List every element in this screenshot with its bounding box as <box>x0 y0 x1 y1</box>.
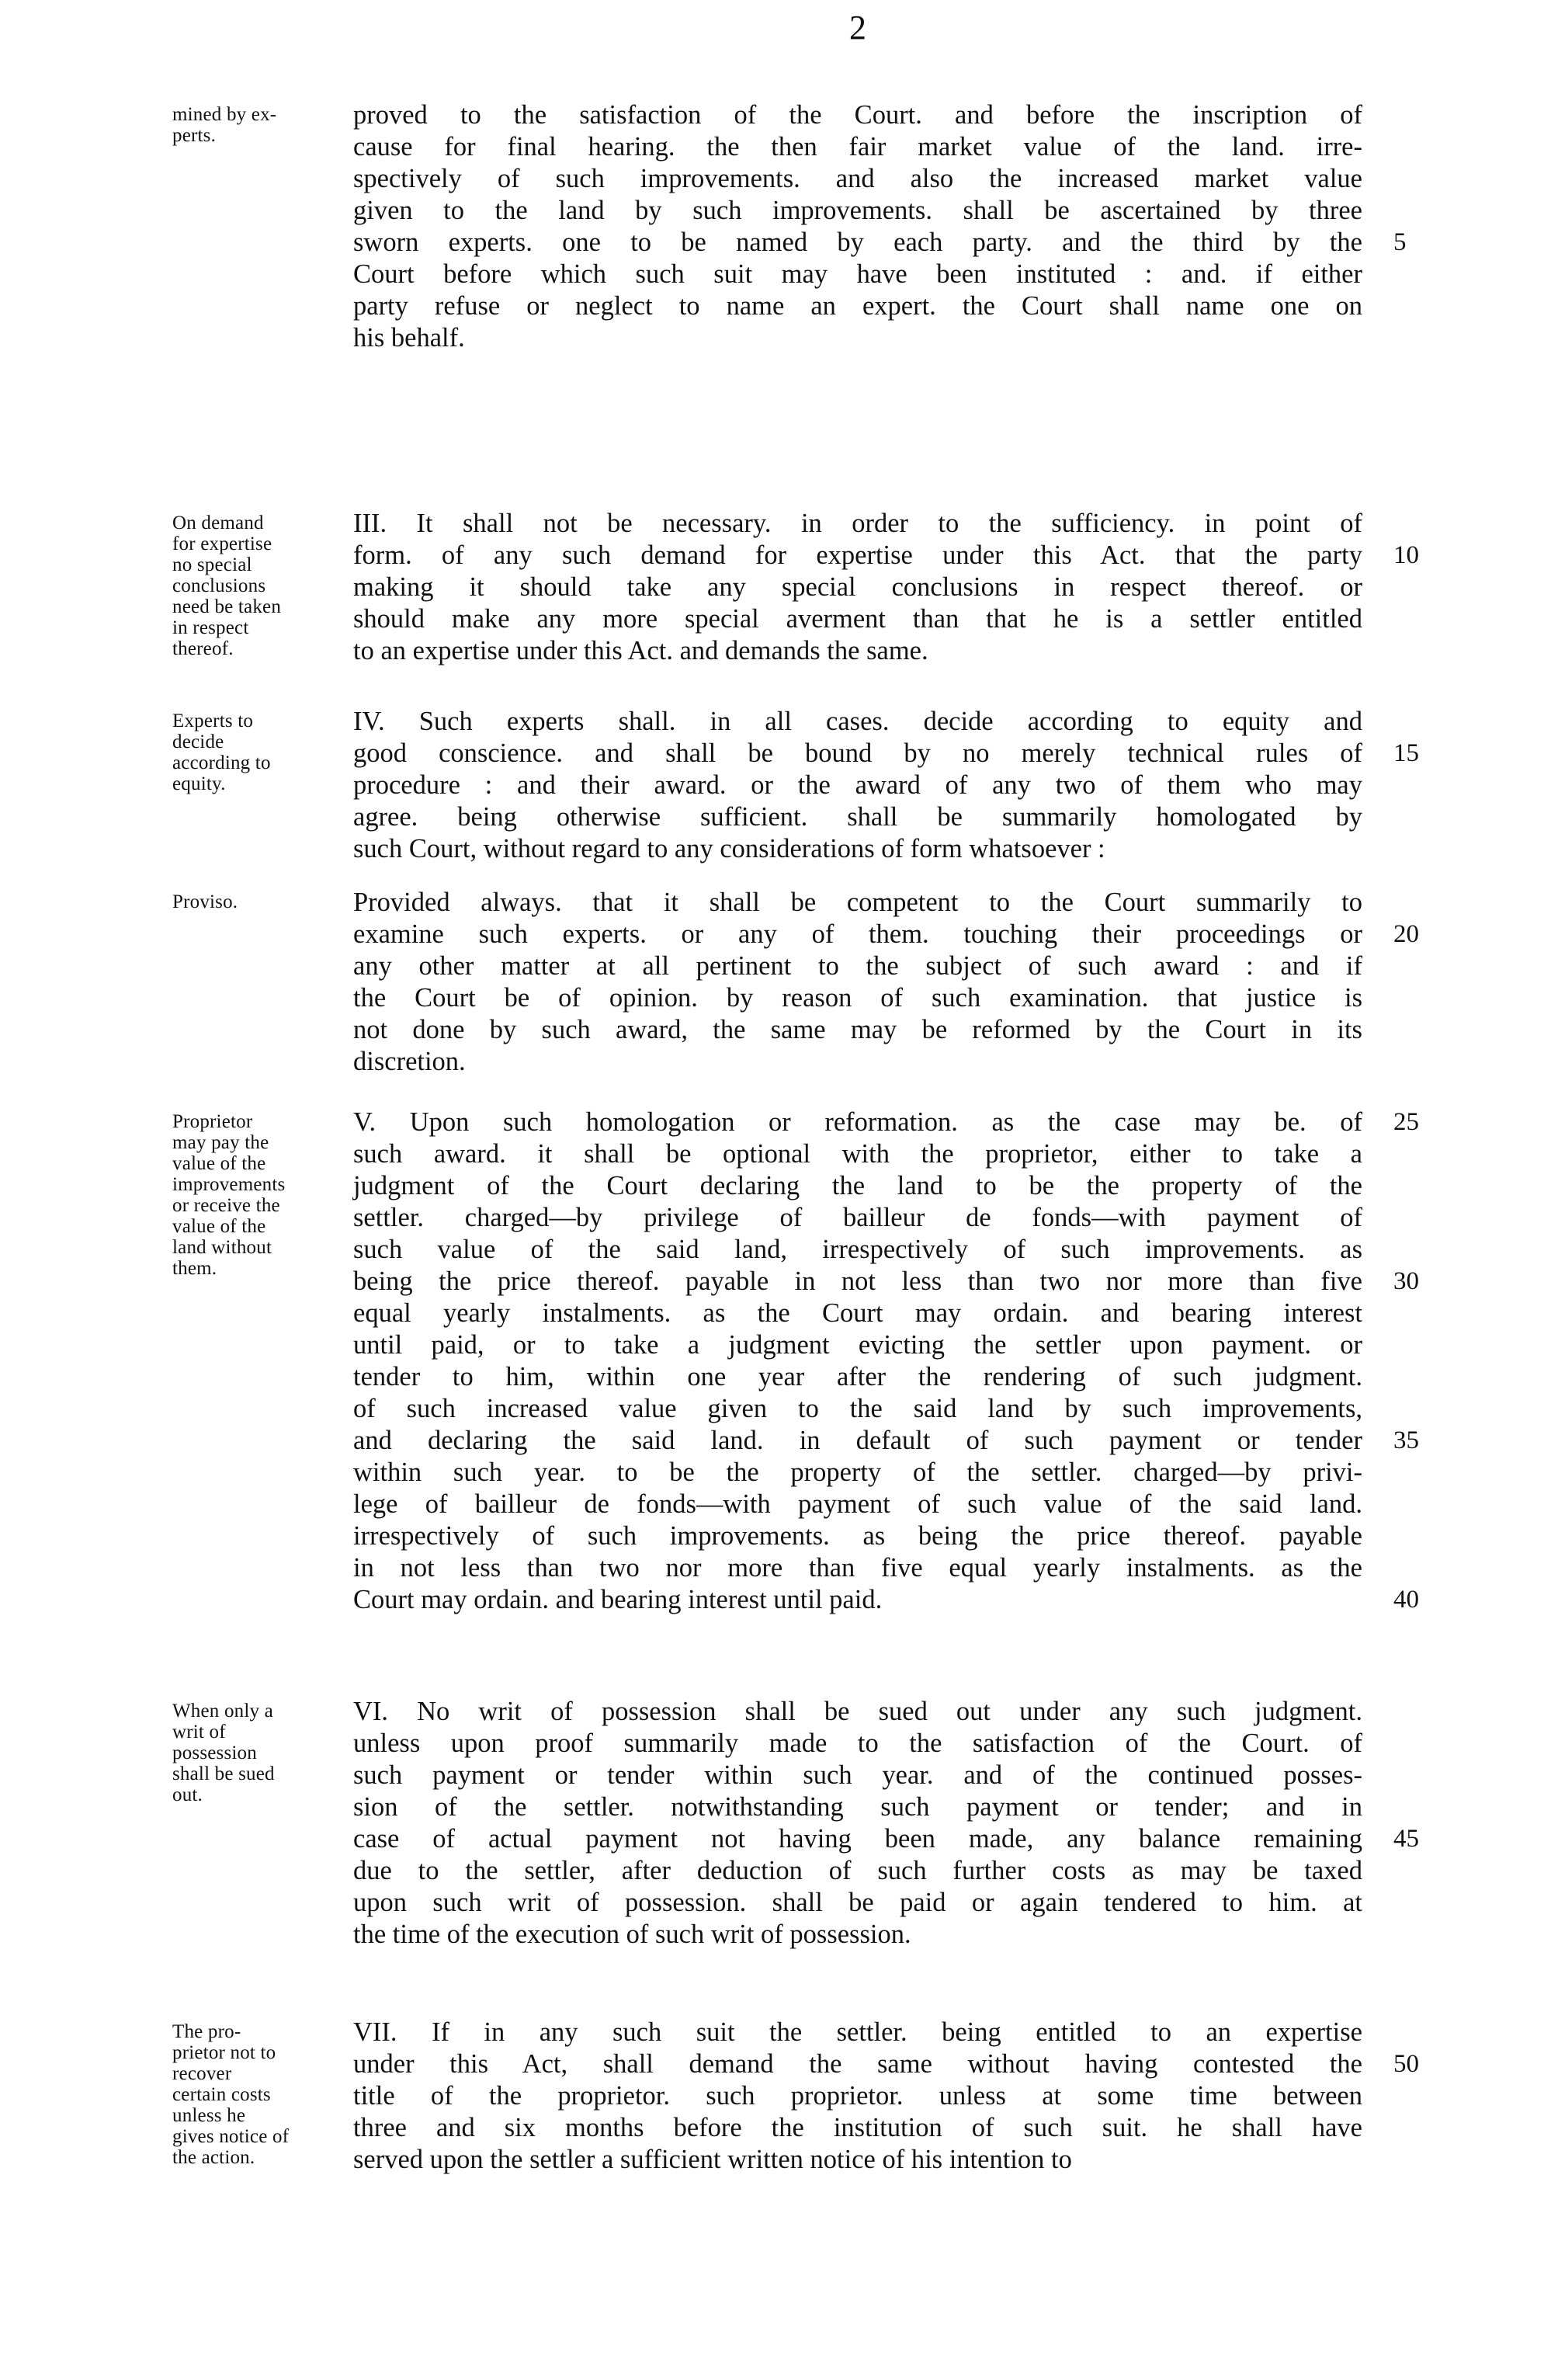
margin-note-line: Proviso. <box>172 891 238 912</box>
body-line: and declaring the said land. in default of such payment or tender <box>353 1426 1362 1455</box>
line-number: 15 <box>1393 739 1419 767</box>
line-number: 20 <box>1393 920 1419 948</box>
body-line: not done by such award, the same may be reformed by the Court in its <box>353 1015 1362 1044</box>
margin-note-line: no special <box>172 554 252 575</box>
line-number: 10 <box>1393 541 1419 569</box>
margin-note-line: recover <box>172 2063 232 2084</box>
body-line: discretion. <box>353 1047 466 1076</box>
margin-note-line: unless he <box>172 2105 246 2126</box>
margin-note <box>172 2021 352 2168</box>
body-line: Court before which such suit may have been instituted : and. if either <box>353 259 1362 289</box>
body-line: title of the proprietor. such proprietor. unless at some time between <box>353 2081 1362 2111</box>
margin-note-line: improvements <box>172 1174 286 1195</box>
section-body <box>353 508 1362 667</box>
margin-note-line: certain costs <box>172 2084 271 2105</box>
body-line: such award. it shall be optional with the proprietor, either to take a <box>353 1139 1362 1169</box>
body-line: judgment of the Court declaring the land to be the property of the <box>353 1171 1362 1200</box>
margin-note-line: may pay the <box>172 1132 269 1153</box>
margin-note <box>172 1111 352 1279</box>
body-line: cause for final hearing. the then fair market value of the land. irre- <box>353 132 1362 162</box>
line-number: 35 <box>1393 1426 1419 1454</box>
body-line: within such year. to be the property of the settler. charged—by privi- <box>353 1458 1362 1487</box>
body-line: such value of the said land, irrespectively of such improvements. as <box>353 1235 1362 1264</box>
line-number: 25 <box>1393 1108 1419 1136</box>
body-line: three and six months before the institution of such suit. he shall have <box>353 2113 1362 2142</box>
page-number: 2 <box>849 9 866 47</box>
margin-note-line: thereof. <box>172 638 234 659</box>
margin-note-line: the action. <box>172 2147 255 2168</box>
body-line: III. It shall not be necessary. in order to the sufficiency. in point of <box>353 509 1362 538</box>
body-line: good conscience. and shall be bound by no merely technical rules of <box>353 738 1362 768</box>
margin-note-line: mined by ex- <box>172 104 277 125</box>
margin-note-line: according to <box>172 752 271 773</box>
body-line: unless upon proof summarily made to the satisfaction of the Court. of <box>353 1729 1362 1758</box>
body-line: the time of the execution of such writ of possession. <box>353 1920 911 1949</box>
body-line: given to the land by such improvements. shall be ascertained by three <box>353 196 1362 225</box>
body-line: procedure : and their award. or the award of any two of them who may <box>353 770 1362 800</box>
margin-note-line: conclusions <box>172 575 266 596</box>
line-number: 30 <box>1393 1267 1419 1295</box>
margin-note-line: land without <box>172 1237 272 1258</box>
margin-note-line: decide <box>172 731 224 752</box>
body-line: equal yearly instalments. as the Court may ordain. and bearing interest <box>353 1298 1362 1328</box>
body-line: the Court be of opinion. by reason of such examination. that justice is <box>353 983 1362 1013</box>
margin-note-line: possession <box>172 1742 257 1763</box>
body-line: sion of the settler. notwithstanding such payment or tender; and in <box>353 1792 1362 1822</box>
body-line: being the price thereof. payable in not less than two nor more than five <box>353 1266 1362 1296</box>
body-line: proved to the satisfaction of the Court. and before the inscription of <box>353 100 1362 130</box>
section-body <box>353 706 1362 865</box>
margin-note-line: On demand <box>172 512 264 533</box>
body-line: in not less than two nor more than five equal yearly instalments. as the <box>353 1553 1362 1583</box>
body-line: settler. charged—by privilege of bailleur de fonds—with payment of <box>353 1203 1362 1232</box>
line-number: 50 <box>1393 2050 1419 2078</box>
line-number: 45 <box>1393 1825 1419 1853</box>
margin-note-line: writ of <box>172 1722 226 1742</box>
section-body <box>353 2017 1362 2176</box>
body-line: sworn experts. one to be named by each party. and the third by the <box>353 228 1362 257</box>
margin-note-line: Experts to <box>172 711 254 731</box>
body-line: served upon the settler a sufficient written notice of his intention to <box>353 2145 1072 2174</box>
section-body <box>353 887 1362 1078</box>
body-line: should make any more special averment than that he is a settler entitled <box>353 604 1362 634</box>
margin-note <box>172 891 352 912</box>
margin-note-line: for expertise <box>172 533 272 554</box>
body-line: Provided always. that it shall be competent to the Court summarily to <box>353 888 1362 917</box>
margin-note-line: value of the <box>172 1153 266 1174</box>
body-line: examine such experts. or any of them. touching their proceedings or <box>353 919 1362 949</box>
body-line: lege of bailleur de fonds—with payment of such value of the said land. <box>353 1489 1362 1519</box>
body-line: VII. If in any such suit the settler. being entitled to an expertise <box>353 2017 1362 2047</box>
margin-note <box>172 1701 352 1805</box>
body-line: such Court, without regard to any considerations of form whatsoever : <box>353 834 1105 863</box>
margin-note <box>172 711 352 794</box>
margin-note-line: perts. <box>172 125 217 146</box>
body-line: spectively of such improvements. and also the increased market value <box>353 164 1362 193</box>
margin-note-line: need be taken <box>172 596 282 617</box>
margin-note-line: them. <box>172 1258 217 1279</box>
section-body <box>353 99 1362 354</box>
margin-note-line: gives notice of <box>172 2126 290 2147</box>
margin-note-line: equity. <box>172 773 226 794</box>
body-line: making it should take any special conclusions in respect thereof. or <box>353 572 1362 602</box>
body-line: case of actual payment not having been made, any balance remaining <box>353 1824 1362 1854</box>
body-line: V. Upon such homologation or reformation. as the case may be. of <box>353 1107 1362 1137</box>
body-line: agree. being otherwise sufficient. shall be summarily homologated by <box>353 802 1362 832</box>
body-line: to an expertise under this Act. and demands the same. <box>353 636 928 665</box>
margin-note-line: Proprietor <box>172 1111 253 1132</box>
margin-note-line: prietor not to <box>172 2042 276 2063</box>
margin-note-line: or receive the <box>172 1195 280 1216</box>
margin-note <box>172 104 352 146</box>
body-line: of such increased value given to the said land by such improvements, <box>353 1394 1362 1423</box>
body-line: due to the settler, after deduction of such further costs as may be taxed <box>353 1856 1362 1885</box>
margin-note-line: value of the <box>172 1216 266 1237</box>
margin-note-line: in respect <box>172 617 249 638</box>
body-line: until paid, or to take a judgment evicting the settler upon payment. or <box>353 1330 1362 1360</box>
body-line: under this Act, shall demand the same without having contested the <box>353 2049 1362 2079</box>
margin-note-line: shall be sued <box>172 1763 275 1784</box>
body-line: VI. No writ of possession shall be sued out under any such judgment. <box>353 1697 1362 1726</box>
body-line: irrespectively of such improvements. as being the price thereof. payable <box>353 1521 1362 1551</box>
line-number: 5 <box>1393 228 1407 256</box>
margin-note-line: When only a <box>172 1701 273 1722</box>
body-line: any other matter at all pertinent to the subject of such award : and if <box>353 951 1362 981</box>
body-line: form. of any such demand for expertise under this Act. that the party <box>353 540 1362 570</box>
margin-note <box>172 512 352 659</box>
margin-note-line: out. <box>172 1784 203 1805</box>
body-line: IV. Such experts shall. in all cases. decide according to equity and <box>353 707 1362 736</box>
line-number: 40 <box>1393 1586 1419 1614</box>
body-line: Court may ordain. and bearing interest until paid. <box>353 1585 883 1614</box>
body-line: party refuse or neglect to name an expert. the Court shall name one on <box>353 291 1362 321</box>
body-line: such payment or tender within such year. and of the continued posses- <box>353 1760 1362 1790</box>
section-body <box>353 1696 1362 1951</box>
margin-note-line: The pro- <box>172 2021 241 2042</box>
body-line: tender to him, within one year after the rendering of such judgment. <box>353 1362 1362 1392</box>
section-body <box>353 1107 1362 1616</box>
body-line: upon such writ of possession. shall be paid or again tendered to him. at <box>353 1888 1362 1917</box>
body-line: his behalf. <box>353 323 465 353</box>
